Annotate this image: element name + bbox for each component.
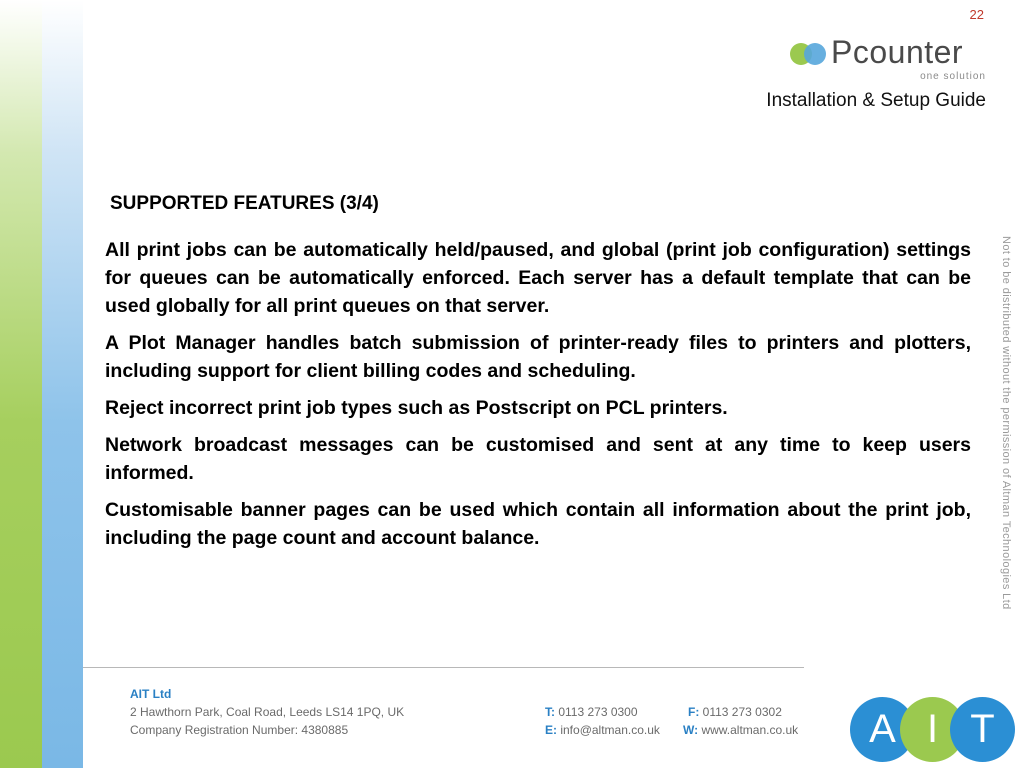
feature-paragraph: Reject incorrect print job types such as Postscript on PCL printers. [105, 397, 728, 419]
website-url[interactable]: www.altman.co.uk [701, 723, 799, 737]
ait-logo-letter-a: A [850, 697, 915, 762]
distribution-notice: Not to be distributed without the permission of Altman Technologies Ltd [1000, 236, 1012, 610]
footer-divider [83, 667, 804, 668]
section-heading: SUPPORTED FEATURES (3/4) [110, 193, 379, 214]
fax-label: F: [688, 705, 700, 719]
footer-telephone [545, 705, 638, 719]
feature-paragraph: Customisable banner pages can be used which contain all information about the print job, including the page count and account balance. [105, 499, 971, 549]
feature-paragraph: Network broadcast messages can be customised and sent at any time to keep users informed. [105, 434, 971, 484]
footer-address: 2 Hawthorn Park, Coal Road, Leeds LS14 1PQ, UK [130, 705, 405, 719]
blue-side-stripe [42, 0, 83, 768]
email-address[interactable]: info@altman.co.uk [560, 723, 660, 737]
fax-number: 0113 273 0302 [702, 705, 782, 719]
feature-list [105, 236, 971, 561]
logo-name: Pcounter [831, 34, 964, 70]
logo-blue-dot [804, 43, 826, 65]
footer-email [545, 723, 660, 737]
document-subtitle: Installation & Setup Guide [766, 90, 986, 111]
ait-logo-letter-i: I [900, 697, 965, 762]
footer-website [683, 723, 798, 737]
ait-logo-letter-t: T [950, 697, 1015, 762]
pcounter-logo [790, 34, 990, 82]
website-label: W: [683, 723, 699, 737]
green-side-stripe [0, 0, 42, 768]
telephone-label: T: [545, 705, 555, 719]
footer-company-name: AIT Ltd [130, 687, 172, 701]
footer-fax [688, 705, 782, 719]
email-label: E: [545, 723, 557, 737]
feature-paragraph: All print jobs can be automatically held/paused, and global (print job configuration) settings for queues can be automatically enforced. Each server has a default template that can be used globally for all print queues on that server. [105, 239, 971, 317]
feature-paragraph: A Plot Manager handles batch submission of printer-ready files to printers and plotters, including support for client billing codes and scheduling. [105, 332, 971, 382]
logo-tagline: one solution [920, 71, 986, 82]
page-number: 22 [969, 7, 984, 22]
footer-registration: Company Registration Number: 4380885 [130, 723, 349, 737]
telephone-number: 0113 273 0300 [558, 705, 638, 719]
